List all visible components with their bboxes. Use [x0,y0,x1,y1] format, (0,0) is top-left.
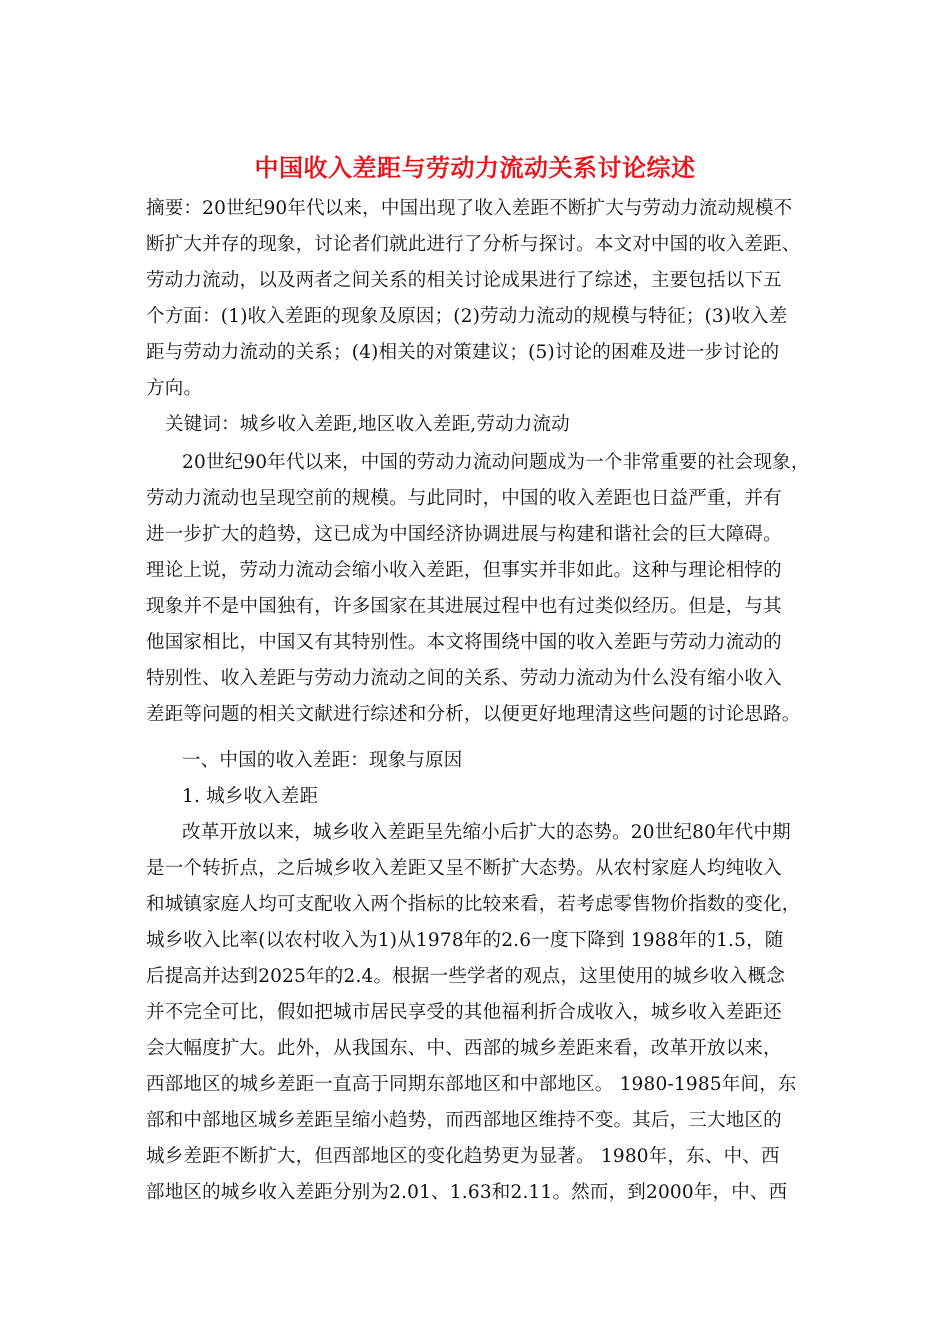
abstract-line-1: 摘要：20世纪90年代以来，中国出现了收入差距不断扩大与劳动力流动规模不 [146,198,793,219]
abstract-line-6: 方向。 [146,378,203,399]
abstract-line-2: 断扩大并存的现象，讨论者们就此进行了分析与探讨。本文对中国的收入差距、 [146,234,801,255]
section-heading: 一、中国的收入差距：现象与原因 [182,750,463,771]
body-line: 特别性、收入差距与劳动力流动之间的关系、劳动力流动为什么没有缩小收入 [146,668,782,689]
body-line: 部和中部地区城乡差距呈缩小趋势，而西部地区维持不变。其后，三大地区的 [146,1110,782,1131]
body-line: 差距等问题的相关文献进行综述和分析，以便更好地理清这些问题的讨论思路。 [146,704,801,725]
document-title: 中国收入差距与劳动力流动关系讨论综述 [254,153,696,182]
body-line: 西部地区的城乡差距一直高于同期东部地区和中部地区。 1980-1985年间，东 [146,1074,797,1095]
abstract-line-3: 劳动力流动，以及两者之间关系的相关讨论成果进行了综述，主要包括以下五 [146,270,782,291]
body-line: 劳动力流动也呈现空前的规模。与此同时，中国的收入差距也日益严重，并有 [146,488,782,509]
body-line: 城乡差距不断扩大，但西部地区的变化趋势更为显著。 1980年，东、中、西 [146,1146,780,1167]
body-line: 进一步扩大的趋势，这已成为中国经济协调进展与构建和谐社会的巨大障碍。 [146,524,782,545]
keywords-line: 关键词：城乡收入差距,地区收入差距,劳动力流动 [165,414,570,435]
abstract-line-4: 个方面：(1)收入差距的现象及原因；(2)劳动力流动的规模与特征；(3)收入差 [146,306,788,327]
body-line: 后提高并达到2025年的2.4。根据一些学者的观点，这里使用的城乡收入概念 [146,966,785,987]
body-line: 20世纪90年代以来，中国的劳动力流动问题成为一个非常重要的社会现象， [182,452,810,473]
body-line: 城乡收入比率(以农村收入为1)从1978年的2.6一度下降到 1988年的1.5，随 [146,930,784,951]
body-line: 部地区的城乡收入差距分别为2.01、1.63和2.11。然而，到2000年，中、西 [146,1182,788,1203]
body-line: 理论上说，劳动力流动会缩小收入差距，但事实并非如此。这种与理论相悖的 [146,560,782,581]
body-line: 改革开放以来，城乡收入差距呈先缩小后扩大的态势。20世纪80年代中期 [182,822,791,843]
body-line: 是一个转折点，之后城乡收入差距又呈不断扩大态势。从农村家庭人均纯收入 [146,858,782,879]
body-line: 并不完全可比，假如把城市居民享受的其他福利折合成收入，城乡收入差距还 [146,1002,782,1023]
subsection-heading: 1. 城乡收入差距 [182,786,319,807]
body-line: 和城镇家庭人均可支配收入两个指标的比较来看，若考虑零售物价指数的变化， [146,894,801,915]
body-line: 他国家相比，中国又有其特别性。本文将围绕中国的收入差距与劳动力流动的 [146,632,782,653]
abstract-line-5: 距与劳动力流动的关系；(4)相关的对策建议；(5)讨论的困难及进一步讨论的 [146,342,780,363]
body-line: 会大幅度扩大。此外，从我国东、中、西部的城乡差距来看，改革开放以来， [146,1038,782,1059]
body-line: 现象并不是中国独有，许多国家在其进展过程中也有过类似经历。但是，与其 [146,596,782,617]
